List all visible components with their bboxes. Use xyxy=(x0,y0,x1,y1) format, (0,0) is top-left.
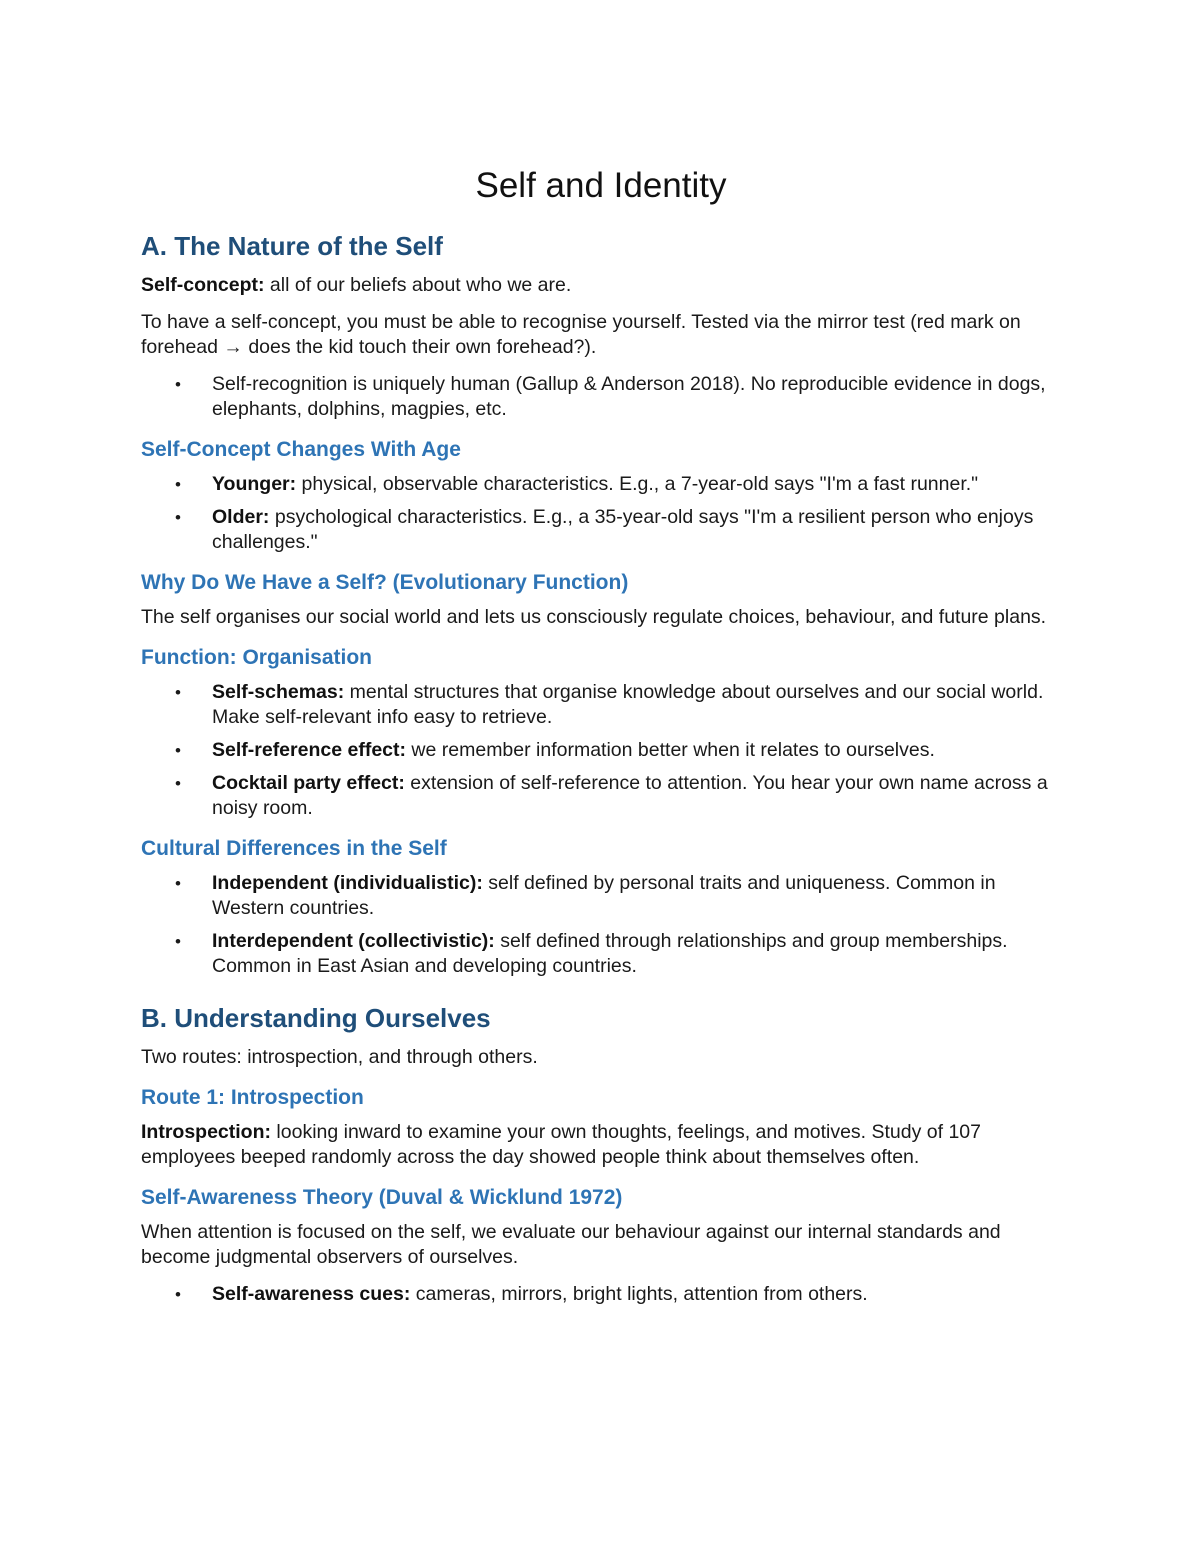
bullet-icon: • xyxy=(175,475,181,494)
culture-list xyxy=(141,871,1061,979)
why-paragraph: The self organises our social world and lets us consciously regulate choices, behaviour, and future plans. xyxy=(141,606,1047,628)
section-a-heading: A. The Nature of the Self xyxy=(141,231,443,261)
age-heading: Self-Concept Changes With Age xyxy=(141,438,461,461)
routes-intro: Two routes: introspection, and through others. xyxy=(141,1046,538,1068)
list-item-term: Interdependent (collectivistic): xyxy=(212,930,495,952)
bullet-icon: • xyxy=(175,683,181,702)
list-item xyxy=(141,738,1061,763)
list-item xyxy=(141,505,1061,555)
list-item-text: self defined by personal traits and uniqueness. Common in Western countries. xyxy=(212,872,996,919)
awareness-heading: Self-Awareness Theory (Duval & Wicklund 1972) xyxy=(141,1186,623,1209)
route1-heading: Route 1: Introspection xyxy=(141,1086,364,1109)
list-item xyxy=(141,372,1061,422)
list-item xyxy=(141,929,1061,979)
list-item xyxy=(141,871,1061,921)
list-item xyxy=(141,771,1061,821)
bullet-icon: • xyxy=(175,774,181,793)
list-item xyxy=(141,1282,1061,1307)
bullet-icon: • xyxy=(175,932,181,951)
bullet-icon: • xyxy=(175,375,181,394)
awareness-list xyxy=(141,1282,1061,1307)
list-item-text: extension of self-reference to attention. You hear your own name across a noisy room. xyxy=(212,772,1048,819)
organisation-heading: Function: Organisation xyxy=(141,646,372,669)
document-title: Self and Identity xyxy=(475,166,727,205)
why-heading: Why Do We Have a Self? (Evolutionary Function) xyxy=(141,571,629,594)
mirror-test-paragraph: To have a self-concept, you must be able to recognise yourself. Tested via the mirror test (red mark on forehead → does the kid touch their own forehead?). xyxy=(141,311,1021,358)
age-list xyxy=(141,472,1061,555)
bullet-icon: • xyxy=(175,1285,181,1304)
bullet-icon: • xyxy=(175,508,181,527)
list-item-term: Independent (individualistic): xyxy=(212,872,483,894)
list-item xyxy=(141,680,1061,730)
awareness-paragraph: When attention is focused on the self, we evaluate our behaviour against our internal standards and become judgmental observers of ourselves. xyxy=(141,1221,1001,1268)
list-item-term: Younger: xyxy=(212,473,297,495)
list-item-term: Self-schemas: xyxy=(212,681,345,703)
list-item-text: self defined through relationships and group memberships. Common in East Asian and developing countries. xyxy=(212,930,1008,977)
bullet-icon: • xyxy=(175,874,181,893)
list-item-text: cameras, mirrors, bright lights, attention from others. xyxy=(410,1283,868,1305)
list-item-text: psychological characteristics. E.g., a 35-year-old says "I'm a resilient person who enjoys challenges." xyxy=(212,506,1034,553)
introspection-paragraph xyxy=(141,1120,1061,1170)
list-item-term: Self-reference effect: xyxy=(212,739,406,761)
list-item-term: Older: xyxy=(212,506,270,528)
list-item-text: we remember information better when it relates to ourselves. xyxy=(406,739,935,761)
introspection-text: looking inward to examine your own thoughts, feelings, and motives. Study of 107 employees beeped randomly across the day showed people think about themselves often. xyxy=(141,1121,981,1168)
list-item-text: physical, observable characteristics. E.g., a 7-year-old says "I'm a fast runner." xyxy=(296,473,979,495)
self-recognition-list xyxy=(141,372,1061,422)
culture-heading: Cultural Differences in the Self xyxy=(141,837,447,860)
definition-text: all of our beliefs about who we are. xyxy=(264,274,572,296)
list-item-text: mental structures that organise knowledge about ourselves and our social world. Make self-relevant info easy to retrieve. xyxy=(212,681,1044,728)
definition-term: Self-concept: xyxy=(141,274,265,296)
bullet-icon: • xyxy=(175,741,181,760)
list-item-text: Self-recognition is uniquely human (Gallup & Anderson 2018). No reproducible evidence in dogs, elephants, dolphins, magpies, etc. xyxy=(212,373,1046,420)
list-item-term: Cocktail party effect: xyxy=(212,772,405,794)
self-concept-definition xyxy=(141,273,1061,298)
introspection-term: Introspection: xyxy=(141,1121,271,1143)
list-item xyxy=(141,472,1061,497)
list-item-term: Self-awareness cues: xyxy=(212,1283,411,1305)
section-b-heading: B. Understanding Ourselves xyxy=(141,1003,491,1033)
document-content xyxy=(141,164,1061,1315)
organisation-list xyxy=(141,680,1061,821)
